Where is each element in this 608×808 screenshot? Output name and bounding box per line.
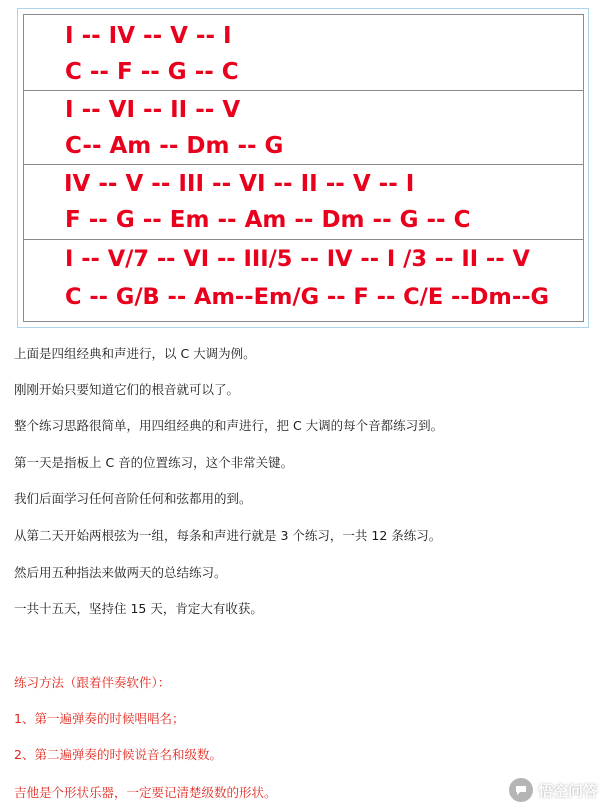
paragraph: 刚刚开始只要知道它们的根音就可以了。: [14, 382, 240, 397]
chord-row-4: [24, 240, 583, 322]
method-note: 吉他是个形状乐器，一定要记清楚级数的形状。: [14, 785, 277, 800]
chord-progression-table: [23, 14, 584, 322]
chord-table-frame: [17, 8, 589, 328]
chord-name-progression: C -- F -- G -- C: [65, 59, 239, 85]
roman-numeral-progression: IV -- V -- III -- VI -- II -- V -- I: [64, 171, 415, 197]
chord-name-progression: C-- Am -- Dm -- G: [65, 133, 284, 159]
roman-numeral-progression: I -- V/7 -- VI -- III/5 -- IV -- I /3 -- II -- V: [65, 246, 530, 272]
method-step: 2、第二遍弹奏的时候说音名和级数。: [14, 747, 222, 762]
paragraph: 第一天是指板上 C 音的位置练习，这个非常关键。: [14, 455, 294, 470]
paragraph: 我们后面学习任何音阶任何和弦都用的到。: [14, 491, 252, 506]
paragraph: 然后用五种指法来做两天的总结练习。: [14, 565, 227, 580]
method-step: 1、第一遍弹奏的时候唱唱名；: [14, 711, 185, 726]
chord-row-1: [24, 15, 583, 91]
roman-numeral-progression: I -- VI -- II -- V: [65, 97, 241, 123]
chord-name-progression: C -- G/B -- Am--Em/G -- F -- C/E --Dm--G: [65, 284, 550, 310]
method-heading: 练习方法（跟着伴奏软件）：: [14, 675, 171, 690]
roman-numeral-progression: I -- IV -- V -- I: [65, 23, 232, 49]
chord-row-3: [24, 165, 583, 240]
paragraph: 一共十五天，坚持住 15 天，肯定大有收获。: [14, 601, 263, 616]
paragraph: 整个练习思路很简单，用四组经典的和声进行，把 C 大调的每个音都练习到。: [14, 418, 444, 433]
paragraph: 从第二天开始两根弦为一组，每条和声进行就是 3 个练习，一共 12 条练习。: [14, 528, 442, 543]
chord-row-2: [24, 91, 583, 165]
chat-bubble-icon: [509, 778, 533, 802]
chord-name-progression: F -- G -- Em -- Am -- Dm -- G -- C: [65, 207, 471, 233]
watermark: [509, 778, 598, 802]
watermark-text: 悟空问答: [537, 781, 598, 800]
paragraph: 上面是四组经典和声进行，以 C 大调为例。: [14, 346, 256, 361]
